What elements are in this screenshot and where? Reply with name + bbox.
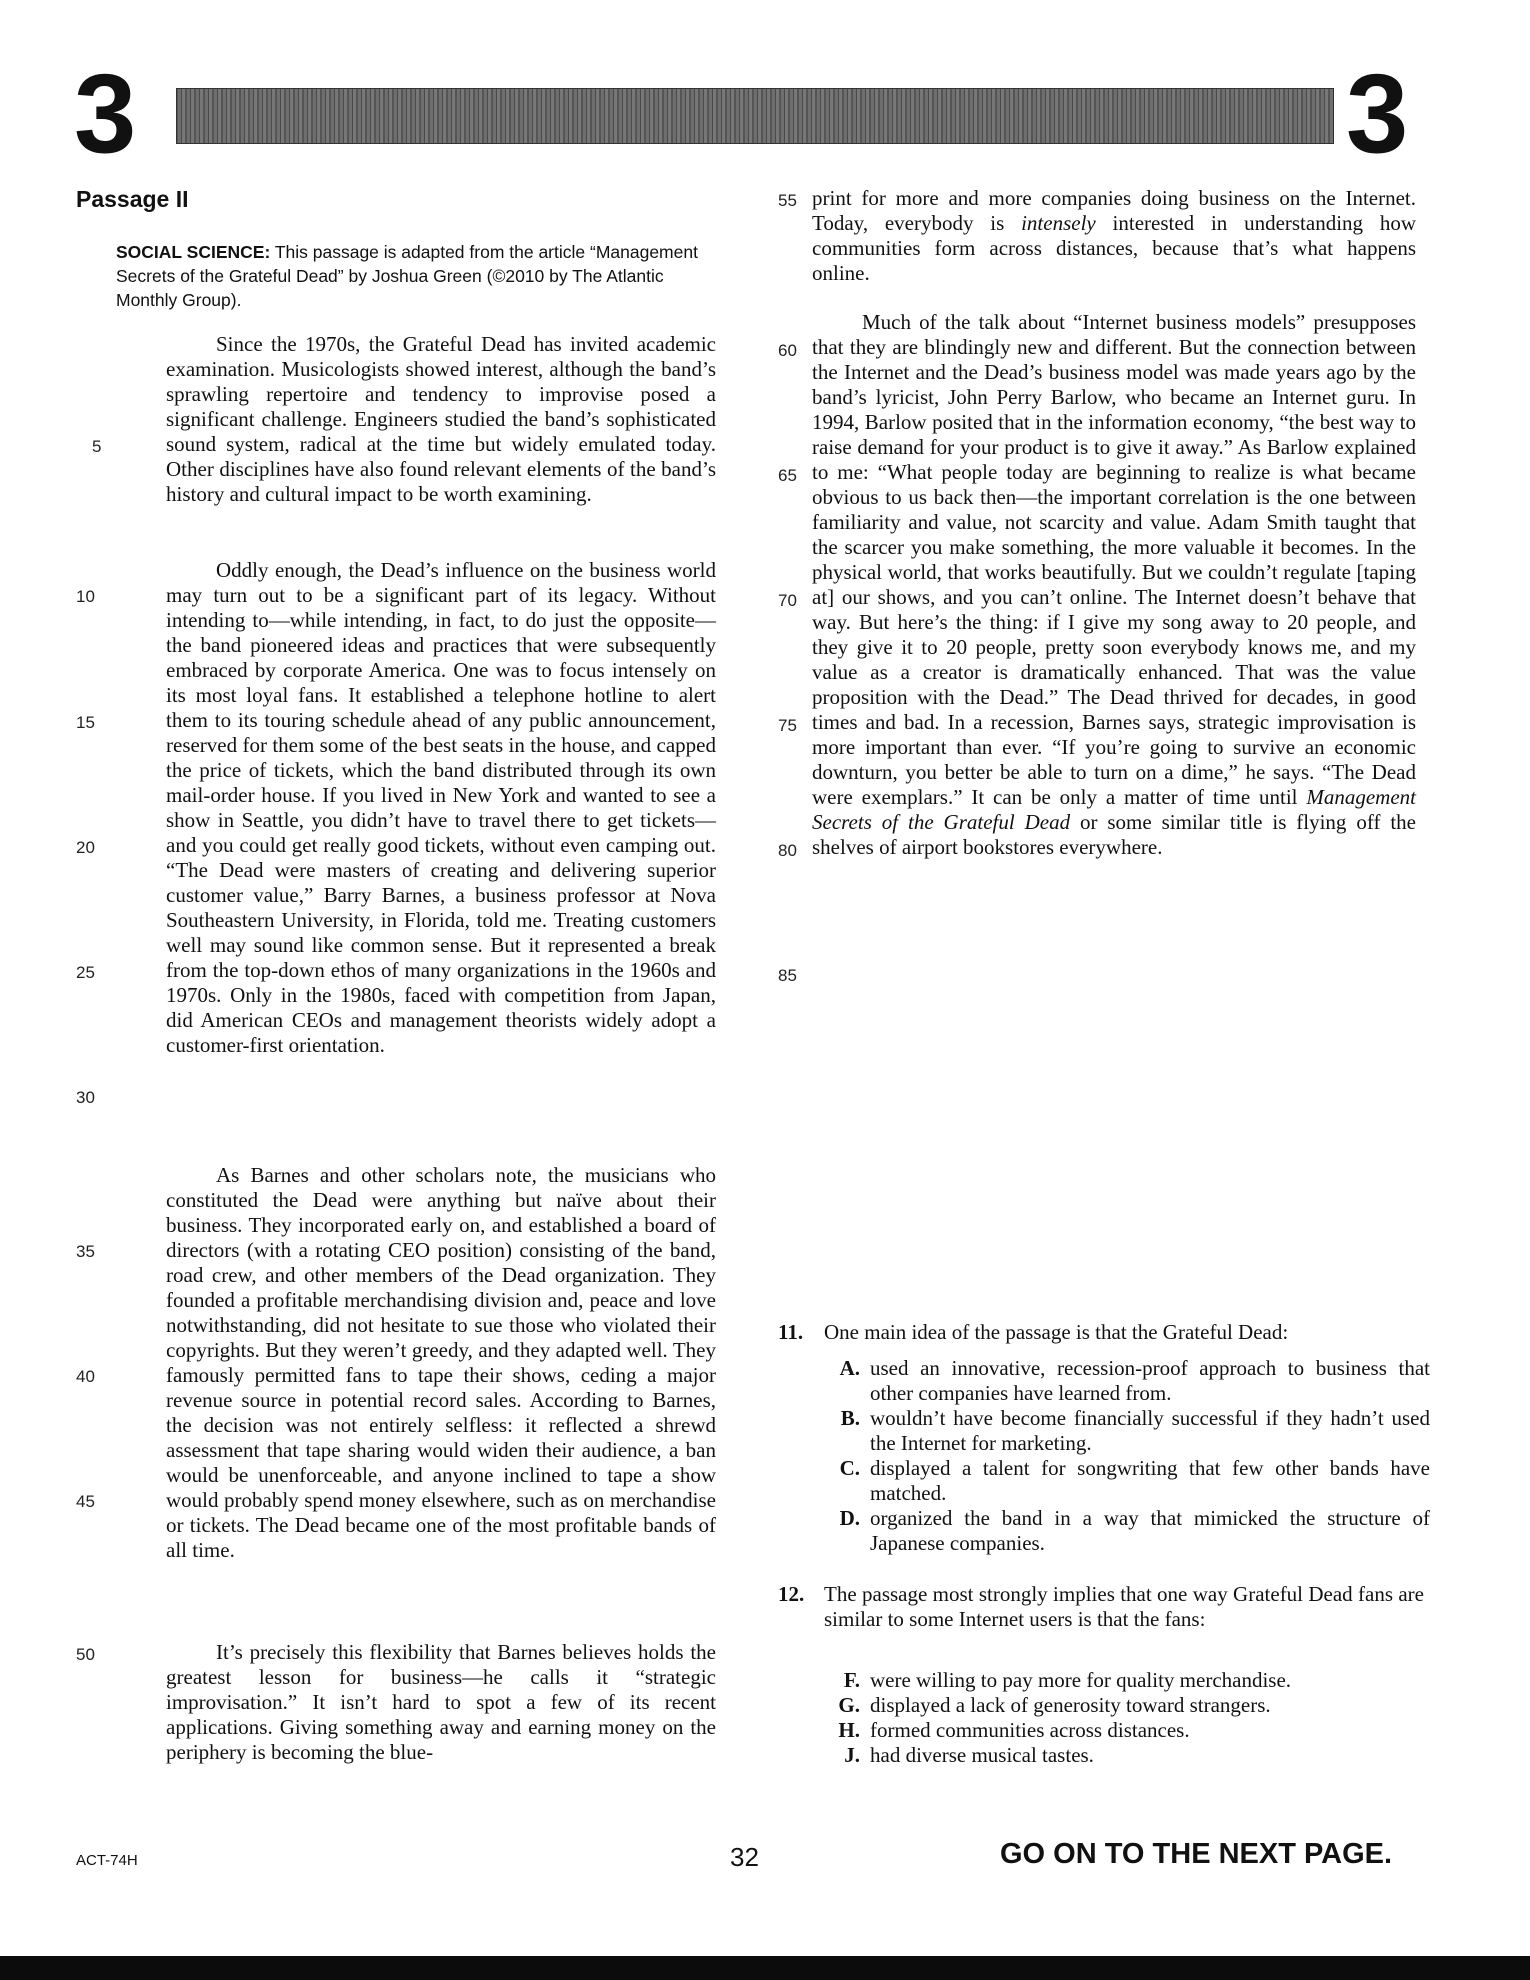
option-letter: J.	[844, 1743, 860, 1767]
line-number: 15	[76, 713, 95, 732]
line-number: 20	[76, 838, 95, 857]
line-number: 5	[92, 437, 102, 456]
paragraph-5-tail: or some similar title is flying off the shelves of airport bookstores everywhere.	[812, 810, 1416, 859]
paragraph-4-emphasis: intensely	[1021, 211, 1096, 235]
line-number: 80	[778, 841, 797, 860]
option-letter: F.	[843, 1668, 860, 1692]
line-number: 55	[778, 191, 797, 210]
intro-label: SOCIAL SCIENCE:	[116, 242, 271, 262]
option-text: formed communities across distances.	[870, 1718, 1190, 1742]
line-number: 10	[76, 587, 95, 606]
paragraph-3	[166, 1163, 716, 1563]
paragraph-2	[166, 558, 716, 1058]
option-text: used an innovative, recession-proof approach to business that other companies have learned from.	[870, 1356, 1430, 1405]
passage-intro	[116, 240, 716, 312]
paragraph-2-text: Oddly enough, the Dead’s influence on the business world may turn out to be a significant part of its legacy. Without intending to—while intending, in fact, to do just the opposite—the band pioneered ideas and practices that were subsequently embraced by corporate America. One was to focus intensely on its most loyal fans. It established a telephone hotline to alert them to its touring schedule ahead of any public announcement, reserved for them some of the best seats in the house, and capped the price of tickets, which the band distributed through its own mail-order house. If you lived in New York and wanted to see a show in Seattle, you didn’t have to travel there to get tickets—and you could get really good tickets, without even camping out. “The Dead were masters of creating and delivering superior customer value,” Barry Barnes, a business professor at Nova Southeastern University, in Florida, told me. Treating customers well may sound like common sense. But it represented a break from the top-down ethos of many organizations in the 1960s and 1970s. Only in the 1980s, faced with competition from Japan, did American CEOs and management theorists widely adopt a customer-first orientation.	[166, 558, 716, 1057]
paragraph-1-text: Since the 1970s, the Grateful Dead has invited academic examination. Musicologists showed interest, although the band’s sprawling repertoire and tendency to improvise posed a significant challenge. Engineers studied the band’s sophisticated sound system, radical at the time but widely emulated today. Other disciplines have also found relevant elements of the band’s history and cultural impact to be worth examining.	[166, 332, 716, 506]
question-stem: The passage most strongly implies that one way Grateful Dead fans are similar to some Internet users is that the fans:	[824, 1582, 1424, 1631]
next-page-notice: GO ON TO THE NEXT PAGE.	[1000, 1838, 1393, 1870]
footer-test-code: ACT-74H	[76, 1852, 138, 1869]
passage-title: Passage II	[76, 186, 189, 212]
line-number: 60	[778, 341, 797, 360]
question-number: 11.	[778, 1320, 804, 1344]
option-letter: D.	[839, 1506, 860, 1530]
line-number: 85	[778, 966, 797, 985]
bottom-bar	[0, 1956, 1530, 1980]
line-number: 50	[76, 1645, 95, 1664]
paragraph-4-start	[166, 1640, 716, 1765]
paragraph-4-start-text: It’s precisely this flexibility that Barnes believes holds the greatest lesson for business—he calls it “strategic improvisation.” It isn’t hard to spot a few of its recent applications. Giving something away and earning money on the periphery is becoming the blue-	[166, 1640, 716, 1764]
option-letter: H.	[838, 1718, 860, 1742]
option-letter: G.	[838, 1693, 860, 1717]
paragraph-5	[812, 310, 1416, 860]
line-number: 25	[76, 963, 95, 982]
paragraph-5-text: Much of the talk about “Internet business models” presupposes that they are blindingly new and different. But the connection between the Internet and the Dead’s business model was made years ago by the band’s lyricist, John Perry Barlow, who became an Internet guru. In 1994, Barlow posited that in the information economy, “the best way to raise demand for your product is to give it away.” As Barlow explained to me: “What people today are beginning to realize is what became obvious to us back then—the important correlation is the one between familiarity and value, not scarcity and value. Adam Smith taught that the scarcer you make something, the more valuable it becomes. In the physical world, that works beautifully. But we couldn’t regulate [taping at] our shows, and you can’t online. The Internet doesn’t behave that way. But here’s the thing: if I give my song away to 20 people, and they give it to 20 people, pretty soon everybody knows me, and my value as a creator is dramatically enhanced. That was the value proposition with the Dead.” The Dead thrived for decades, in good times and bad. In a recession, Barnes says, strategic improvisation is more important than ever. “If you’re going to survive an economic downturn, you better be able to turn on a dime,” he says. “The Dead were exemplars.” It can be only a matter of time until	[812, 310, 1416, 809]
section-number-right: 3	[1346, 51, 1409, 176]
page-number: 32	[730, 1842, 759, 1872]
line-number: 40	[76, 1367, 95, 1386]
paragraph-4-end	[812, 186, 1416, 286]
option-letter: A.	[839, 1356, 860, 1380]
paragraph-4-end-text-b: interested in understanding how communities form across distances, because that’s what happens online.	[812, 211, 1417, 285]
option-letter: B.	[840, 1406, 860, 1430]
intro-text: This passage is adapted from the article “Management Secrets of the Grateful Dead” by Joshua Green (©2010 by The Atlantic Monthly Group).	[116, 242, 698, 310]
option-text: were willing to pay more for quality merchandise.	[870, 1668, 1292, 1692]
option-text: wouldn’t have become financially successful if they hadn’t used the Internet for marketing.	[870, 1406, 1430, 1455]
paragraph-4-end-text-a: print for more and more companies doing business on the Internet. Today, everybody is	[812, 186, 1416, 235]
line-number: 65	[778, 466, 797, 485]
option-letter: C.	[839, 1456, 860, 1480]
header-bar	[176, 88, 1334, 144]
line-number: 70	[778, 591, 797, 610]
section-number-left: 3	[74, 51, 137, 176]
option-text: organized the band in a way that mimicked the structure of Japanese companies.	[870, 1506, 1430, 1555]
line-number: 45	[76, 1492, 95, 1511]
question-number: 12.	[778, 1582, 805, 1606]
line-number: 30	[76, 1088, 95, 1107]
option-text: displayed a talent for songwriting that few other bands have matched.	[870, 1456, 1430, 1505]
paragraph-5-book-title: Management Secrets of the Grateful Dead	[812, 785, 1416, 834]
line-number: 35	[76, 1242, 95, 1261]
line-number: 75	[778, 716, 797, 735]
option-text: had diverse musical tastes.	[870, 1743, 1094, 1767]
option-text: displayed a lack of generosity toward strangers.	[870, 1693, 1271, 1717]
paragraph-1	[166, 332, 716, 507]
question-stem: One main idea of the passage is that the Grateful Dead:	[824, 1320, 1289, 1344]
paragraph-3-text: As Barnes and other scholars note, the musicians who constituted the Dead were anything but naïve about their business. They incorporated early on, and established a board of directors (with a rotating CEO position) consisting of the band, road crew, and other members of the Dead organization. They founded a profitable merchandising division and, peace and love notwithstanding, did not hesitate to sue those who violated their copyrights. But they weren’t greedy, and they adapted well. They famously permitted fans to tape their shows, ceding a major revenue source in potential record sales. According to Barnes, the decision was not entirely selfless: it reflected a shrewd assessment that tape sharing would widen their audience, a ban would be unenforceable, and anyone inclined to tape a show would probably spend money elsewhere, such as on merchandise or tickets. The Dead became one of the most profitable bands of all time.	[166, 1163, 716, 1562]
